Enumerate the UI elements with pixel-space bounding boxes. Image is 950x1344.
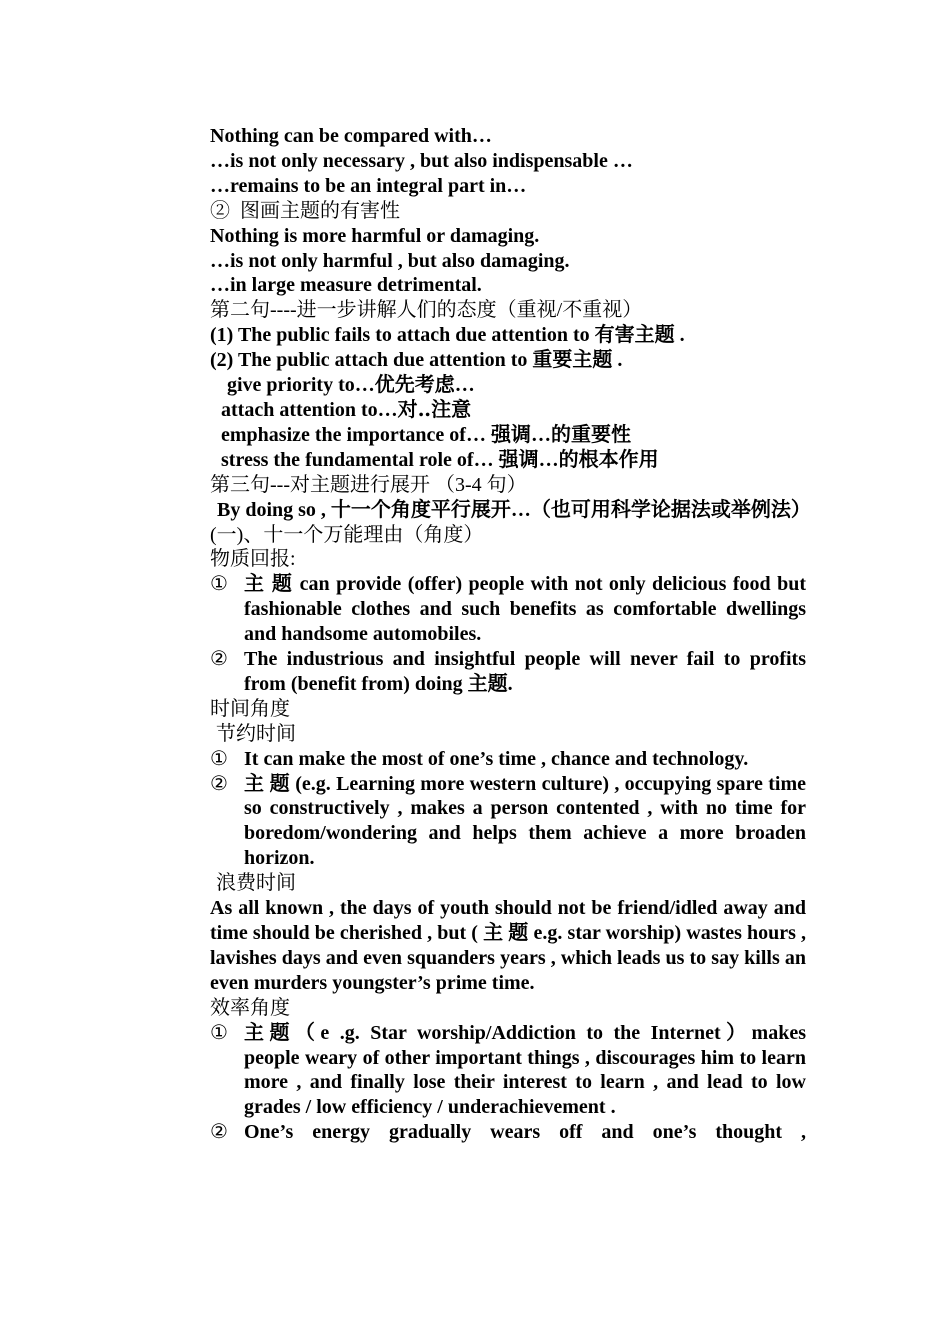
item-text: 主 题 can provide (offer) people with not only delicious food but fashionable clothes and such benefits as comfortable dwellings and handsome automobiles. bbox=[244, 573, 806, 646]
phrase-line: (1) The public fails to attach due attention to 有害主题 . bbox=[210, 324, 685, 347]
section-heading-harmfulness bbox=[210, 199, 806, 224]
list-item bbox=[210, 1120, 806, 1145]
phrase-line: Nothing is more harmful or damaging. bbox=[210, 224, 540, 247]
section-heading-eleven-reasons: (一)、十一个万能理由（角度） bbox=[210, 523, 484, 546]
item-number: ② bbox=[210, 772, 228, 795]
section-heading-efficiency: 效率角度 bbox=[210, 996, 290, 1019]
phrase-line: attach attention to…对‥注意 bbox=[221, 398, 472, 421]
item-text: 主题（e .g. Star worship/Addiction to the Internet）makes people weary of other important things , discourages him to learn more , and finally lose their interest to learn , and lead to low grades / low efficiency / underachievement . bbox=[244, 1021, 806, 1119]
phrase-line: emphasize the importance of… 强调…的重要性 bbox=[221, 423, 631, 446]
document-page bbox=[210, 124, 811, 1145]
item-number: ① bbox=[210, 1021, 228, 1044]
phrase-line: …is not only necessary , but also indispensable … bbox=[210, 149, 633, 172]
list-item bbox=[210, 647, 806, 697]
phrase-line: …remains to be an integral part in… bbox=[210, 174, 527, 197]
item-number: ① bbox=[210, 573, 228, 596]
item-number: ① bbox=[210, 747, 228, 770]
section-heading-second-sentence: 第二句----进一步讲解人们的态度（重视/不重视） bbox=[210, 299, 643, 322]
phrase-line: give priority to…优先考虑… bbox=[227, 374, 475, 397]
section-heading-third-sentence: 第三句---对主题进行展开 （3-4 句） bbox=[210, 473, 527, 496]
item-number: ② bbox=[210, 1121, 228, 1144]
item-text: It can make the most of one’s time , chance and technology. bbox=[244, 747, 749, 770]
phrase-line: stress the fundamental role of… 强调…的根本作用 bbox=[221, 448, 659, 471]
item-text: 主 题 (e.g. Learning more western culture) , occupying spare time so constructively , makes a person contented , with no time for boredom/wondering and helps them achieve a more broaden horizon. bbox=[244, 772, 806, 870]
paragraph-waste-time: As all known , the days of youth should not be friend/idled away and time should be cherished , but ( 主 题 e.g. star worship) wastes hours , lavishes days and even squanders years , which leads us to say kills an even murders youngster’s prime time. bbox=[210, 897, 806, 994]
list-item bbox=[210, 572, 806, 647]
phrase-paragraph: By doing so , 十一个角度平行展开…（也可用科学论据法或举例法） bbox=[217, 498, 811, 521]
phrase-line: …in large measure detrimental. bbox=[210, 274, 482, 297]
list-item bbox=[210, 747, 806, 772]
subheading-waste-time: 浪费时间 bbox=[216, 872, 296, 895]
item-text: One’s energy gradually wears off and one’s thought , bbox=[244, 1121, 806, 1144]
phrase-line: …is not only harmful , but also damaging. bbox=[210, 249, 570, 272]
section-heading-material: 物质回报: bbox=[210, 548, 296, 571]
item-text: The industrious and insightful people will never fail to profits from (benefit from) doing 主题. bbox=[244, 648, 806, 695]
heading-text: 图画主题的有害性 bbox=[240, 199, 400, 222]
item-number: ② bbox=[210, 648, 228, 671]
phrase-line: Nothing can be compared with… bbox=[210, 125, 492, 147]
item-number: ② bbox=[210, 199, 230, 222]
list-item bbox=[210, 1021, 806, 1121]
phrase-line: (2) The public attach due attention to 重要主题 . bbox=[210, 349, 623, 372]
subheading-save-time: 节约时间 bbox=[216, 722, 296, 745]
section-heading-time: 时间角度 bbox=[210, 697, 290, 720]
list-item bbox=[210, 772, 806, 872]
